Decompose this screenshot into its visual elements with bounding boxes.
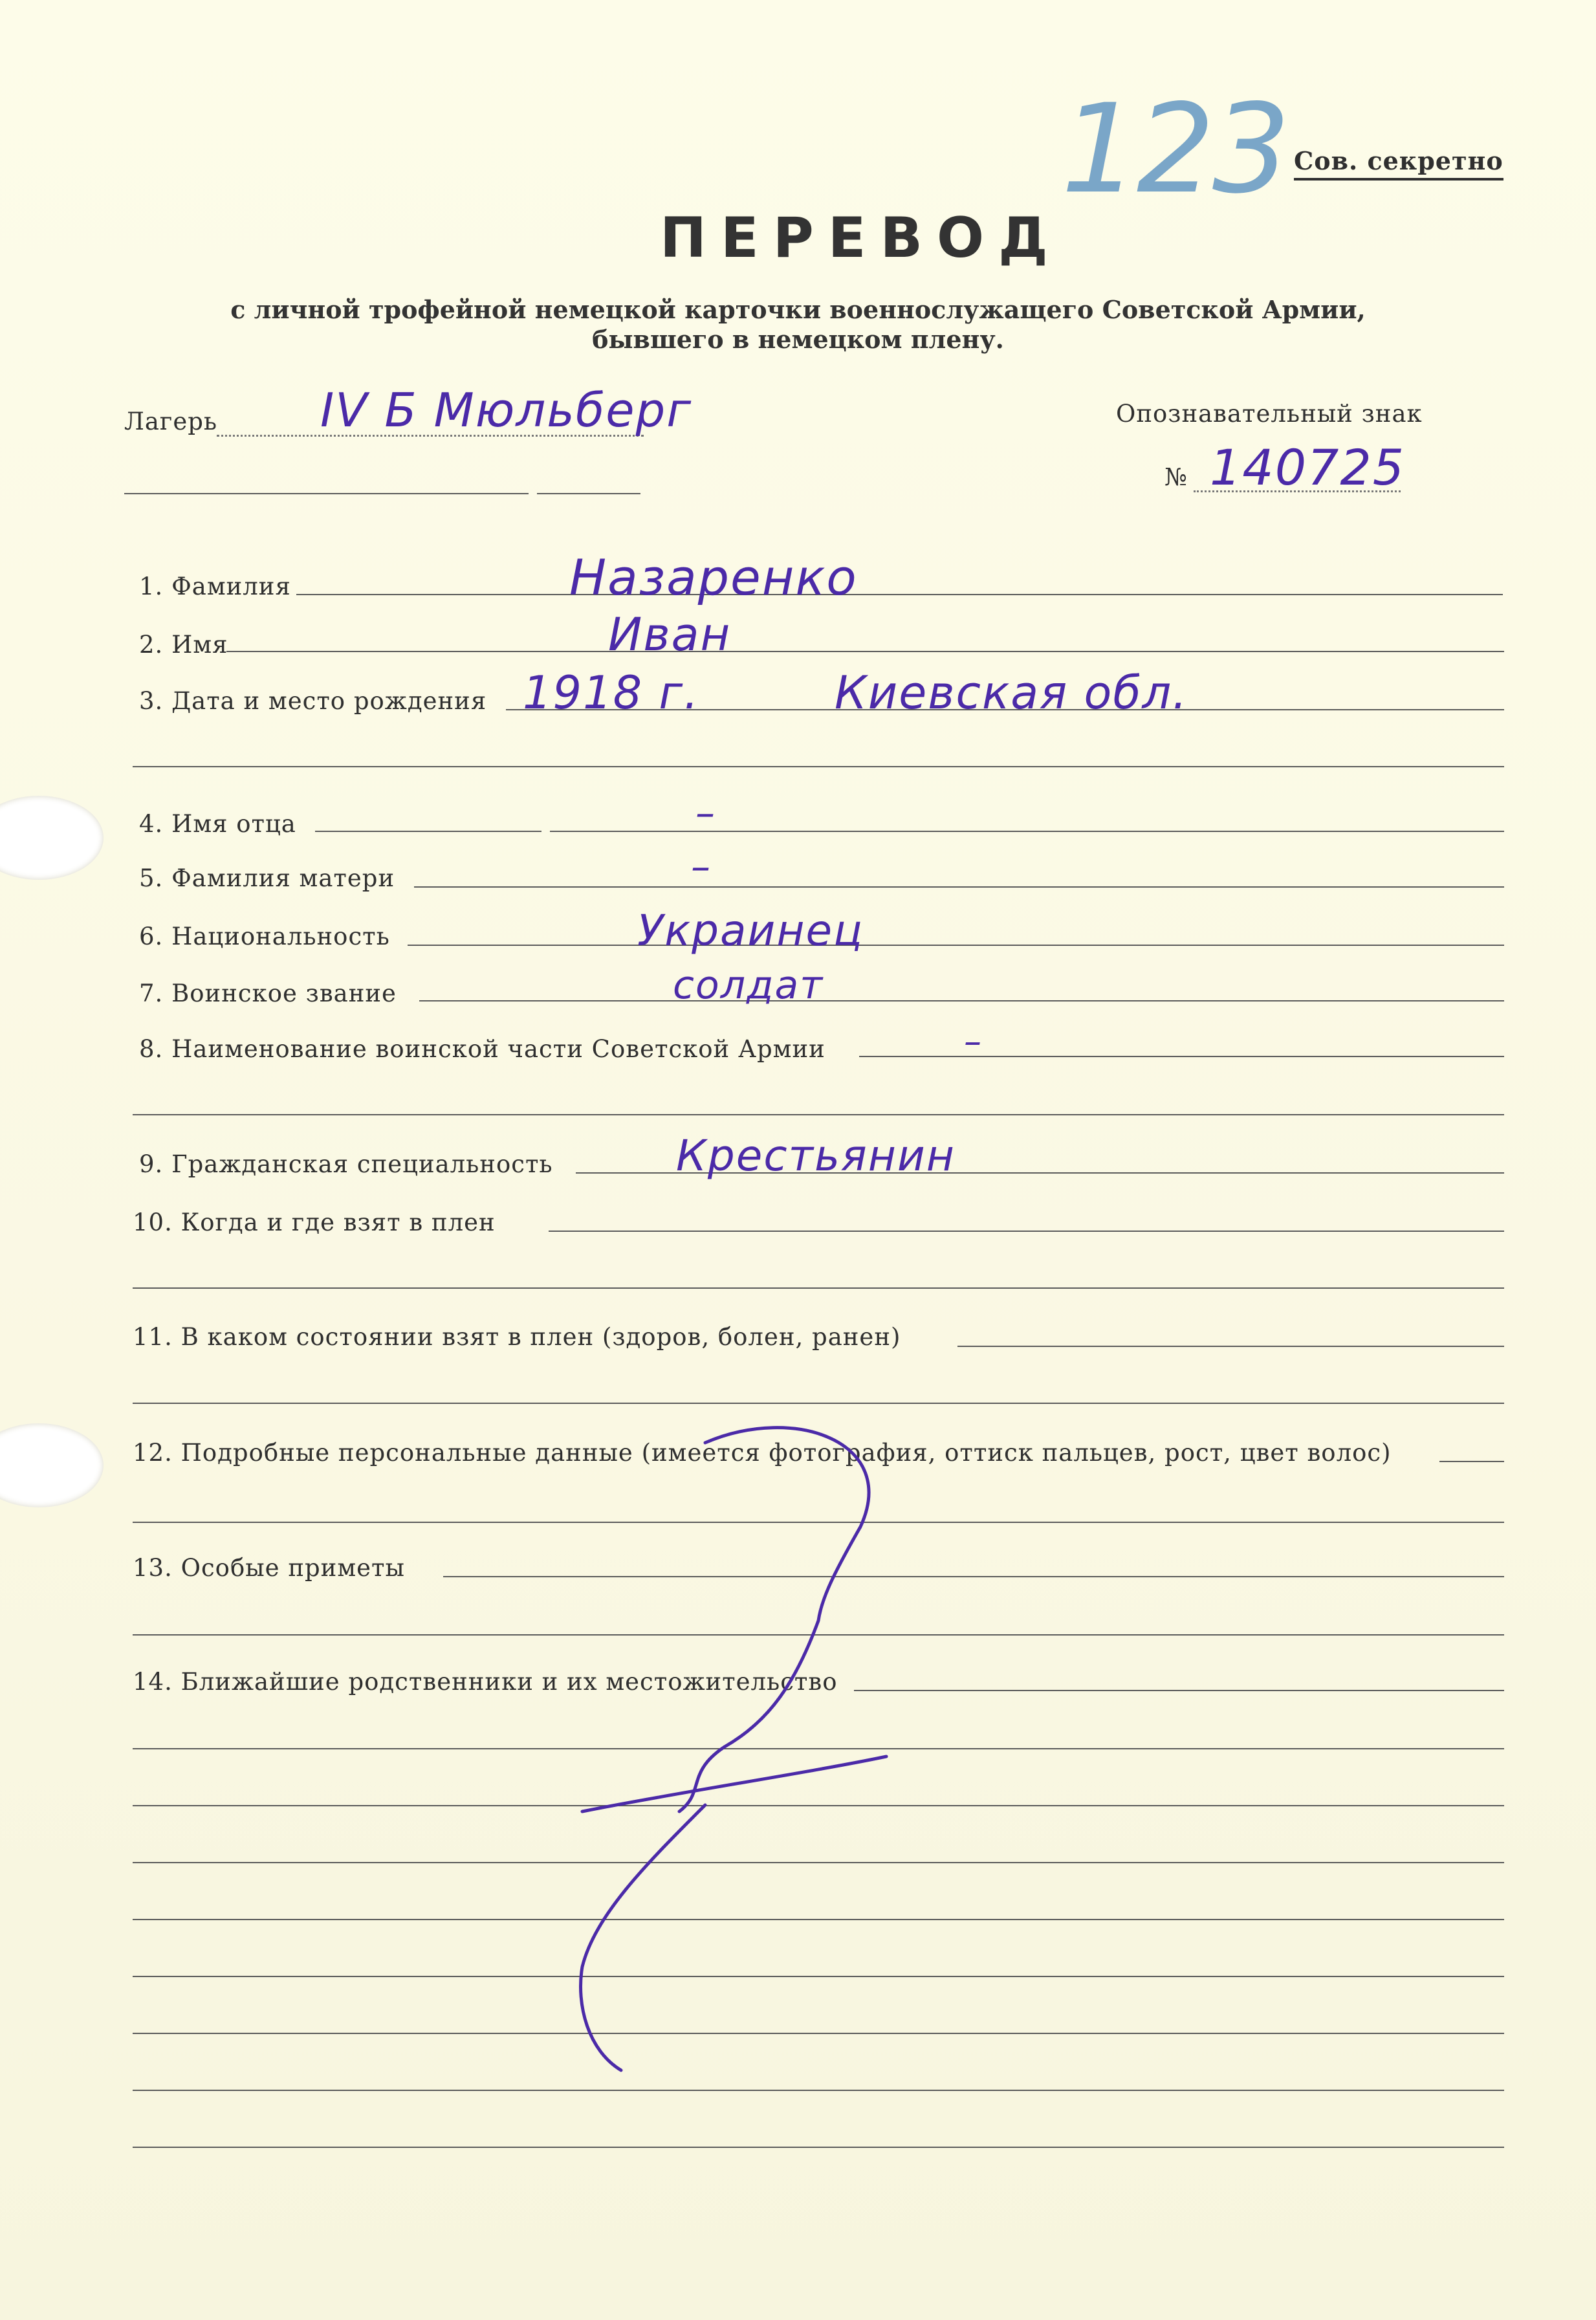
- field-2-label: 2. Имя: [139, 631, 228, 659]
- id-number-sign: №: [1164, 463, 1188, 491]
- field-9-value: Крестьянин: [676, 1131, 956, 1181]
- field-9-label: 9. Гражданская специальность: [139, 1150, 553, 1178]
- field-1-label: 1. Фамилия: [139, 573, 291, 600]
- field-3-value: 1918 г.: [523, 666, 700, 719]
- classification-stamp: Сов. секретно: [1294, 146, 1503, 181]
- field-7-label: 7. Воинское звание: [139, 979, 397, 1007]
- field-4-value: –: [695, 791, 716, 836]
- document-title: ПЕРЕВОД: [660, 206, 1062, 270]
- id-tag-value: 140725: [1210, 439, 1406, 496]
- archive-number: 123: [1061, 78, 1288, 221]
- camp-value: IV Б Мюльберг: [320, 383, 693, 437]
- field-14-label: 14. Ближайшие родственники и их местожительство: [133, 1668, 838, 1696]
- field-6-value: Украинец: [637, 906, 864, 956]
- field-5-value: –: [691, 844, 712, 890]
- field-13-label: 13. Особые приметы: [133, 1554, 405, 1582]
- field-8-value: –: [964, 1021, 983, 1062]
- field-1-value: Назаренко: [569, 549, 858, 606]
- field-3-label: 3. Дата и место рождения: [139, 687, 487, 715]
- field-3-value-place: Киевская обл.: [835, 666, 1188, 719]
- field-2-value: Иван: [608, 608, 732, 661]
- field-6-label: 6. Национальность: [139, 923, 390, 950]
- field-12-label: 12. Подробные персональные данные (имеется фотография, оттиск пальцев, рост, цвет волос): [133, 1439, 1392, 1467]
- field-4-label: 4. Имя отца: [139, 810, 296, 838]
- field-7-value: солдат: [673, 963, 824, 1008]
- subtitle-line-2: бывшего в немецком плену.: [592, 325, 1004, 354]
- subtitle-line-1: с личной трофейной немецкой карточки военнослужащего Советской Армии,: [230, 295, 1366, 324]
- field-5-label: 5. Фамилия матери: [139, 864, 395, 892]
- field-11-label: 11. В каком состоянии взят в плен (здоров, болен, ранен): [133, 1323, 901, 1351]
- camp-label: Лагерь: [124, 408, 218, 435]
- field-10-label: 10. Когда и где взят в плен: [133, 1209, 496, 1236]
- field-8-label: 8. Наименование воинской части Советской Армии: [139, 1035, 825, 1063]
- id-tag-label: Опознавательный знак: [1116, 400, 1423, 428]
